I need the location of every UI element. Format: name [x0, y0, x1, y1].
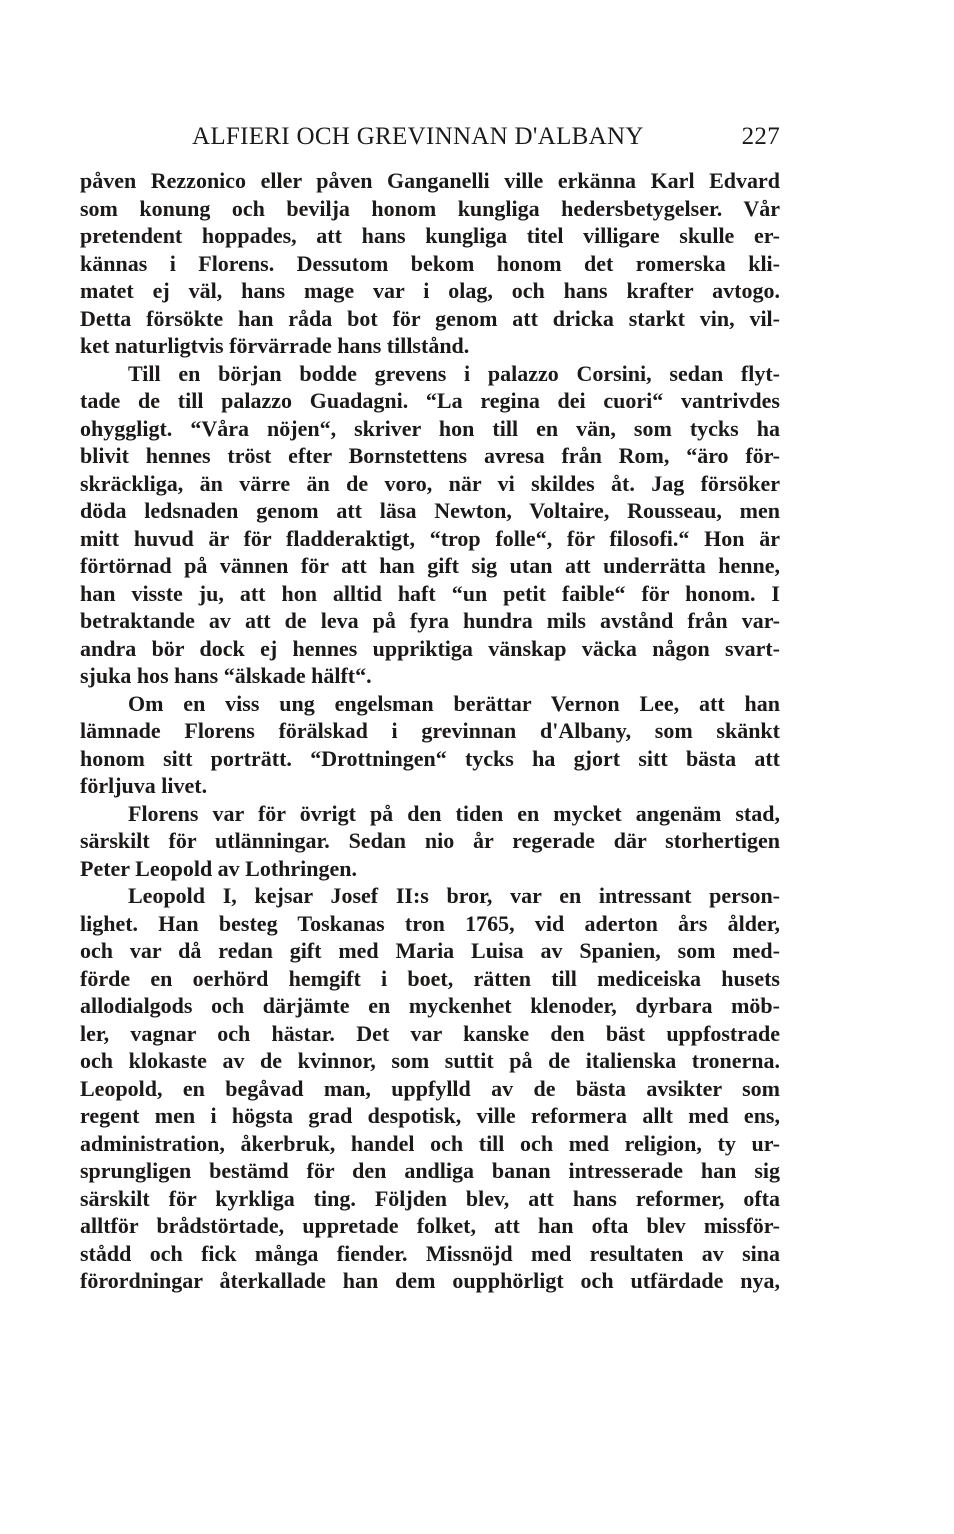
text-line: ohyggligt. “Våra nöjen“, skriver hon till en vän, som tycks ha — [80, 415, 780, 441]
text-line: förljuva livet. — [80, 773, 208, 798]
text-line: Leopold I, kejsar Josef II:s bror, var en intressant person- — [128, 883, 780, 908]
text-line: blivit hennes tröst efter Bornstettens avresa från Rom, “äro för- — [80, 443, 780, 468]
text-line: särskilt för utlänningar. Sedan nio år regerade där storhertigen — [80, 828, 780, 853]
running-head — [80, 118, 780, 158]
text-line: Leopold, en begåvad man, uppfylld av de bästa avsikter som — [80, 1075, 780, 1101]
text-line: stådd och fick många fiender. Missnöjd med resultaten av sina — [80, 1240, 780, 1266]
text-line: och klokaste av de kvinnor, som suttit på de italienska tronerna. — [80, 1048, 780, 1073]
text-line: han visste ju, att hon alltid haft “un petit faible“ för honom. I — [80, 580, 780, 606]
text-line: regent men i högsta grad despotisk, ville reformera allt med ens, — [80, 1103, 780, 1128]
text-line: betraktande av att de leva på fyra hundra mils avstånd från var- — [80, 608, 780, 633]
text-line: mitt huvud är för fladderaktigt, “trop folle“, för filosofi.“ Hon är — [80, 525, 780, 551]
text-line: förde en oerhörd hemgift i boet, rätten till mediceiska husets — [80, 965, 780, 991]
text-line: allodialgods och därjämte en myckenhet klenoder, dyrbara möb- — [80, 993, 780, 1018]
text-line: påven Rezzonico eller påven Ganganelli ville erkänna Karl Edvard — [80, 168, 780, 193]
text-line: skräckliga, än värre än de voro, när vi skildes åt. Jag försöker — [80, 470, 780, 496]
text-line: matet ej väl, hans mage var i olag, och hans krafter avtogo. — [80, 278, 780, 303]
text-line: lämnade Florens förälskad i grevinnan d'Albany, som skänkt — [80, 718, 780, 743]
text-line: sjuka hos hans “älskade hälft“. — [80, 663, 372, 688]
text-line: Till en början bodde grevens i palazzo Corsini, sedan flyt- — [128, 360, 780, 386]
text-line: och var då redan gift med Maria Luisa av Spanien, som med- — [80, 938, 780, 963]
page-number: 227 — [741, 123, 780, 150]
body-text — [80, 167, 780, 1295]
text-line: alltför brådstörtade, uppretade folket, att han ofta blev missför- — [80, 1213, 780, 1238]
text-line: lighet. Han besteg Toskanas tron 1765, vid aderton års ålder, — [80, 910, 780, 936]
text-line: Om en viss ung engelsman berättar Vernon Lee, att han — [128, 690, 780, 716]
text-line: Florens var för övrigt på den tiden en mycket angenäm stad, — [128, 800, 780, 826]
text-line: andra bör dock ej hennes uppriktiga vänskap väcka någon svart- — [80, 635, 780, 661]
text-line: förordningar återkallade han dem oupphörligt och utfärdade nya, — [80, 1268, 780, 1293]
text-line: sprungligen bestämd för den andliga banan intresserade han sig — [80, 1158, 780, 1183]
text-line: döda ledsnaden genom att läsa Newton, Voltaire, Rousseau, men — [80, 498, 780, 523]
text-line: administration, åkerbruk, handel och till och med religion, ty ur- — [80, 1130, 780, 1156]
text-line: Detta försökte han råda bot för genom att dricka starkt vin, vil- — [80, 305, 780, 331]
text-line: förtörnad på vännen för att han gift sig utan att underrätta henne, — [80, 553, 780, 578]
text-line: Peter Leopold av Lothringen. — [80, 855, 358, 881]
chapter-title: ALFIERI OCH GREVINNAN D'ALBANY — [192, 123, 644, 150]
text-line: särskilt för kyrkliga ting. Följden blev, att hans reformer, ofta — [80, 1185, 780, 1211]
text-line: som konung och bevilja honom kungliga hedersbetygelser. Vår — [80, 195, 780, 221]
text-line: kännas i Florens. Dessutom bekom honom det romerska kli- — [80, 250, 780, 276]
text-line: ler, vagnar och hästar. Det var kanske den bäst uppfostrade — [80, 1020, 780, 1046]
text-line: pretendent hoppades, att hans kungliga titel villigare skulle er- — [80, 223, 780, 248]
text-line: ket naturligtvis förvärrade hans tillstånd. — [80, 333, 470, 358]
text-line: honom sitt porträtt. “Drottningen“ tycks ha gjort sitt bästa att — [80, 745, 780, 771]
text-line: tade de till palazzo Guadagni. “La regina dei cuori“ vantrivdes — [80, 388, 780, 413]
